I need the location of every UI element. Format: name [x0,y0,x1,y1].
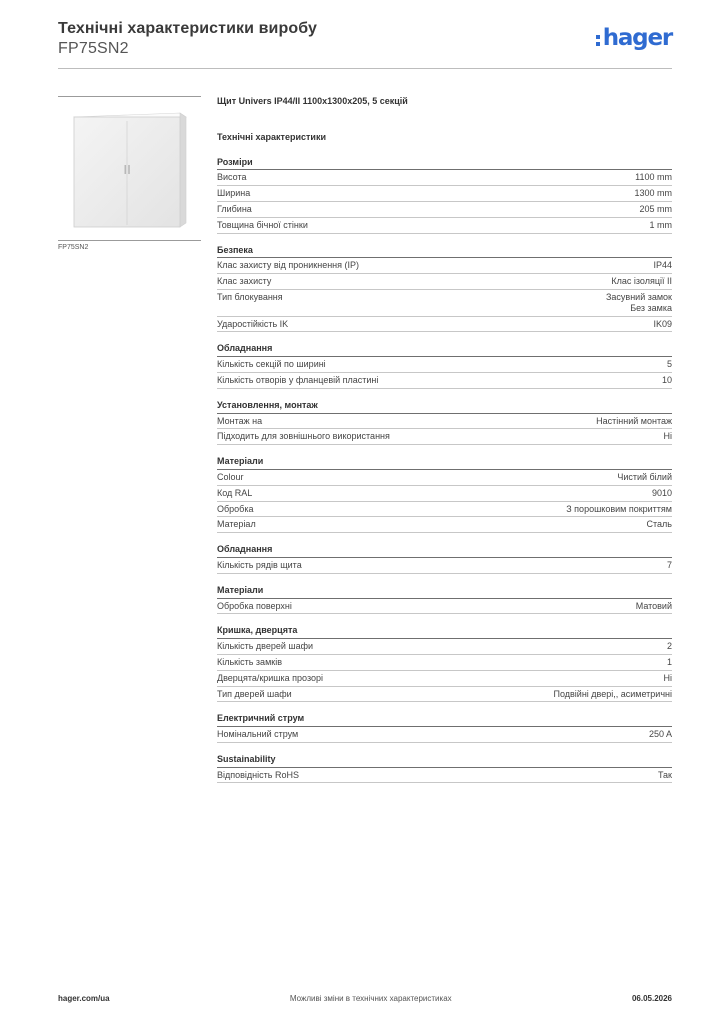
header-divider [58,68,672,69]
hager-logo [596,27,672,50]
spec-value [636,601,672,612]
spec-label: Товщина бічної стінки [217,219,308,230]
spec-value-line: Клас ізоляції II [611,276,672,287]
spec-label: Підходить для зовнішнього використання [217,431,390,442]
spec-section [217,625,672,702]
spec-value-line: 1 [666,656,672,667]
spec-row [217,357,672,373]
spec-value [653,260,672,271]
spec-section [217,754,672,784]
product-code: FP75SN2 [58,40,129,57]
spec-value-line: 1100 mm [635,172,672,183]
section-title: Електричний струм [217,713,672,727]
spec-value [664,673,673,684]
spec-row [217,429,672,445]
spec-value [667,641,672,652]
spec-label: Ударостійкість IK [217,318,289,329]
spec-label: Матеріал [217,519,256,530]
spec-value-line: 7 [666,559,672,570]
spec-value [664,431,673,442]
product-name: Щит Univers IP44/II 1100x1300x205, 5 секцій [217,96,408,106]
spec-row [217,186,672,202]
footer-website: hager.com/ua [58,994,110,1003]
spec-sections [217,157,672,784]
spec-value-line: Подвійні двері,, асиметричні [553,688,672,699]
spec-section [217,585,672,615]
spec-row [217,414,672,430]
spec-row [217,486,672,502]
spec-heading: Технічні характеристики [217,131,326,142]
spec-row [217,470,672,486]
spec-label: Тип блокування [217,291,283,302]
spec-row [217,202,672,218]
spec-value-line: Засувний замок [605,291,672,302]
spec-label: Клас захисту [217,276,272,287]
spec-label: Глибина [217,203,252,214]
spec-row [217,373,672,389]
spec-value [662,375,672,386]
spec-value-line: 250 A [648,729,672,740]
spec-row [217,290,672,317]
spec-label: Обробка поверхні [217,600,292,611]
spec-value [652,488,672,499]
spec-row [217,170,672,186]
product-image-frame [58,96,201,241]
spec-row [217,218,672,234]
cabinet-image [68,107,192,231]
spec-row [217,258,672,274]
spec-row [217,727,672,743]
spec-value [658,770,672,781]
logo-mark-icon [596,35,600,46]
spec-section [217,245,672,333]
spec-value-line: 1300 mm [634,188,672,199]
logo-text: hager [602,25,672,51]
section-title: Установлення, монтаж [217,400,672,414]
spec-value-line: Ні [663,431,672,442]
spec-label: Відповідність RoHS [217,769,299,780]
spec-label: Номінальний струм [217,729,299,740]
spec-value-line: Ні [663,672,672,683]
spec-value [647,519,672,530]
spec-value-line: 2 [666,641,672,652]
spec-row [217,671,672,687]
spec-value [635,172,672,183]
footer-disclaimer: Можливі зміни в технічних характеристиках [289,994,452,1003]
spec-label: Монтаж на [217,415,263,426]
image-caption: FP75SN2 [58,244,89,251]
spec-section [217,157,672,234]
spec-label: Дверцята/кришка прозорі [217,672,323,683]
spec-value-line: 9010 [651,487,672,498]
spec-value-line: 205 mm [639,203,672,214]
spec-value [667,657,672,668]
section-title: Розміри [217,157,672,171]
spec-section [217,544,672,574]
spec-value [606,292,672,314]
spec-label: Кількість секцій по ширині [217,359,326,370]
spec-value-line: Без замка [630,302,672,313]
spec-row [217,502,672,518]
spec-value [634,188,672,199]
spec-section [217,713,672,743]
spec-section [217,400,672,445]
spec-label: Кількість замків [217,656,282,667]
spec-value [653,319,672,330]
spec-value [566,504,672,515]
section-title: Матеріали [217,456,672,470]
spec-label: Тип дверей шафи [217,688,292,699]
spec-label: Colour [217,471,244,482]
spec-value [649,729,672,740]
spec-value [554,689,673,700]
spec-label: Кількість рядів щита [217,559,302,570]
spec-value [667,359,672,370]
spec-label: Обробка [217,503,254,514]
section-title: Матеріали [217,585,672,599]
spec-value [611,276,672,287]
spec-section [217,456,672,533]
spec-value-line: 5 [666,359,672,370]
section-title: Обладнання [217,343,672,357]
spec-row [217,274,672,290]
spec-row [217,599,672,615]
spec-value-line: IP44 [653,260,672,271]
spec-row [217,768,672,784]
section-title: Кришка, дверцята [217,625,672,639]
section-title: Sustainability [217,754,672,768]
spec-label: Код RAL [217,487,253,498]
page-footer [58,994,672,1003]
spec-value-line: 1 mm [649,219,672,230]
spec-value-line: IK09 [653,318,672,329]
spec-value-line: 10 [661,374,672,385]
spec-label: Ширина [217,188,251,199]
spec-label: Кількість дверей шафи [217,641,314,652]
footer-date: 06.05.2026 [631,994,672,1003]
spec-row [217,317,672,333]
spec-content [217,96,672,794]
spec-row [217,639,672,655]
spec-value [596,416,672,427]
spec-value [639,204,672,215]
spec-label: Висота [217,172,247,183]
spec-value-line: Настінний монтаж [596,415,672,426]
spec-section [217,343,672,388]
spec-row [217,517,672,533]
page-title: Технічні характеристики виробу [58,20,317,37]
spec-row [217,687,672,703]
section-title: Безпека [217,245,672,259]
spec-row [217,655,672,671]
spec-label: Кількість отворів у фланцевій пластині [217,374,379,385]
spec-value-line: Чистий білий [617,471,672,482]
spec-value-line: З порошковим покриттям [566,503,672,514]
spec-label: Клас захисту від проникнення (IP) [217,260,360,271]
spec-value-line: Матовий [635,600,672,611]
section-title: Обладнання [217,544,672,558]
spec-value [667,560,672,571]
spec-value [617,472,672,483]
spec-value [650,220,673,231]
spec-row [217,558,672,574]
spec-value-line: Так [657,769,672,780]
spec-value-line: Сталь [646,519,672,530]
